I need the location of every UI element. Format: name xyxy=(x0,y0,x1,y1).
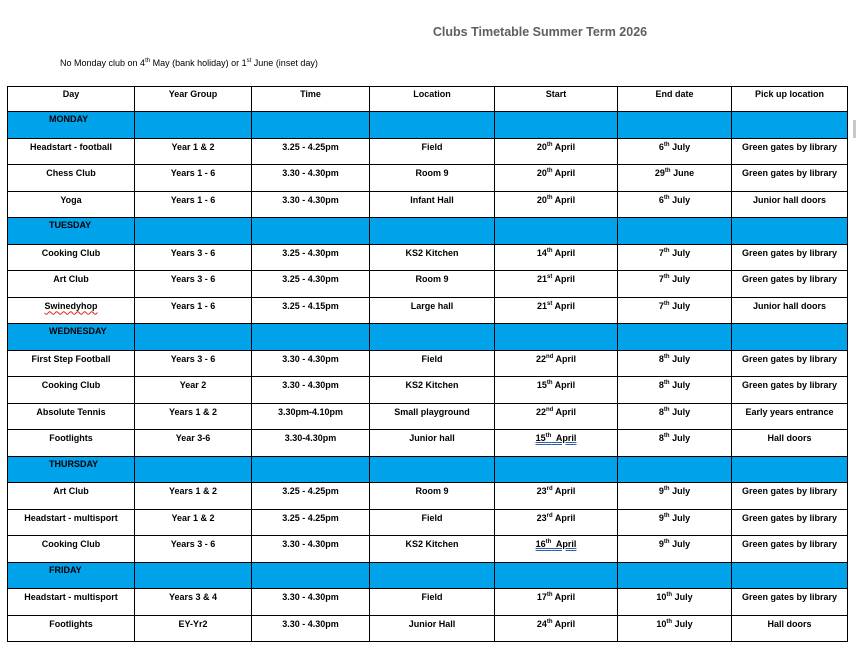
table-row xyxy=(8,138,848,165)
year-group-text: Years 3 - 6 xyxy=(170,539,216,549)
club-time-text: 3.25 - 4.25pm xyxy=(282,486,339,496)
club-time-text: 3.30 - 4.30pm xyxy=(282,353,339,364)
club-location-text: Field xyxy=(421,141,443,152)
day-band-cell xyxy=(495,112,618,139)
club-time-text: 3.30 - 4.30pm xyxy=(282,618,339,629)
table-row xyxy=(8,509,848,536)
end-date xyxy=(618,536,732,563)
end-date xyxy=(618,403,732,430)
club-name-text: Headstart - multisport xyxy=(24,592,118,602)
table-row xyxy=(8,271,848,298)
pickup-location-text: Green gates by library xyxy=(741,380,838,390)
table-row xyxy=(8,615,848,642)
header-year-group: Year Group xyxy=(135,87,252,112)
start-date xyxy=(495,403,618,430)
day-band-cell xyxy=(252,218,370,245)
club-time-text: 3.25 - 4.25pm xyxy=(282,141,339,152)
club-location-text: Large hall xyxy=(410,300,454,311)
header-time: Time xyxy=(252,87,370,112)
club-location xyxy=(370,615,495,642)
club-name-text: First Step Football xyxy=(31,353,111,364)
club-name-text: Headstart - multisport xyxy=(24,512,118,523)
start-date-value: 20th April xyxy=(536,141,576,152)
club-location xyxy=(370,191,495,218)
start-date xyxy=(495,589,618,616)
club-time xyxy=(252,483,370,510)
pickup-location-text: Green gates by library xyxy=(741,512,838,523)
club-time-text: 3.30 - 4.30pm xyxy=(282,380,339,390)
end-date-value: 9th July xyxy=(658,512,691,523)
end-date xyxy=(618,271,732,298)
club-time xyxy=(252,536,370,563)
end-date-value: 8th July xyxy=(658,406,691,417)
club-location xyxy=(370,297,495,324)
table-row xyxy=(8,377,848,404)
header-day: Day xyxy=(8,87,135,112)
end-date xyxy=(618,244,732,271)
club-time-text: 3.30 - 4.30pm xyxy=(282,168,339,178)
club-name-text: Art Club xyxy=(53,486,89,496)
start-date-value: 22nd April xyxy=(535,406,577,417)
club-location-text: KS2 Kitchen xyxy=(405,247,459,258)
pickup-location xyxy=(732,536,848,563)
table-row xyxy=(8,165,848,192)
club-location xyxy=(370,430,495,457)
end-date xyxy=(618,615,732,642)
table-row xyxy=(8,297,848,324)
day-band-cell xyxy=(252,112,370,139)
year-group xyxy=(135,615,252,642)
club-time xyxy=(252,403,370,430)
end-date-value: 9th July xyxy=(658,539,691,549)
club-location-text: KS2 Kitchen xyxy=(405,380,459,390)
club-name xyxy=(8,138,135,165)
pickup-location-text: Green gates by library xyxy=(741,168,838,178)
year-group-text: Year 3-6 xyxy=(175,433,211,443)
pickup-location-text: Green gates by library xyxy=(741,353,838,364)
pickup-location xyxy=(732,297,848,324)
club-time xyxy=(252,244,370,271)
club-name xyxy=(8,191,135,218)
club-name xyxy=(8,244,135,271)
end-date-value: 9th July xyxy=(658,486,691,496)
day-band-cell xyxy=(732,112,848,139)
club-time-text: 3.30 - 4.30pm xyxy=(282,539,339,549)
club-location xyxy=(370,165,495,192)
club-time xyxy=(252,165,370,192)
start-date-value: 20th April xyxy=(536,168,576,178)
end-date-value: 10th July xyxy=(656,618,693,629)
end-date xyxy=(618,191,732,218)
start-date xyxy=(495,430,618,457)
table-row xyxy=(8,350,848,377)
pickup-location-text: Green gates by library xyxy=(741,592,838,602)
year-group-text: Years 3 - 6 xyxy=(170,274,216,284)
pickup-location-text: Green gates by library xyxy=(741,247,838,258)
club-location xyxy=(370,350,495,377)
start-date xyxy=(495,297,618,324)
year-group xyxy=(135,138,252,165)
club-time-text: 3.30 - 4.30pm xyxy=(282,592,339,602)
day-name-text: MONDAY xyxy=(49,114,89,124)
page-title: Clubs Timetable Summer Term 2026 xyxy=(432,25,648,39)
year-group-text: Year 1 & 2 xyxy=(171,141,215,152)
club-time-text: 3.30 - 4.30pm xyxy=(282,194,339,205)
club-time-text: 3.25 - 4.25pm xyxy=(282,512,339,523)
start-date-value: 21st April xyxy=(536,274,576,284)
day-name xyxy=(8,324,135,351)
club-location xyxy=(370,589,495,616)
day-name xyxy=(8,562,135,589)
clubs-timetable xyxy=(7,86,848,642)
day-band-cell xyxy=(252,324,370,351)
club-location xyxy=(370,483,495,510)
year-group-text: Year 1 & 2 xyxy=(171,512,215,523)
year-group xyxy=(135,509,252,536)
club-location xyxy=(370,403,495,430)
club-name-text: Absolute Tennis xyxy=(36,406,106,417)
start-date xyxy=(495,483,618,510)
table-row xyxy=(8,430,848,457)
pickup-location-text: Hall doors xyxy=(767,618,812,629)
club-location xyxy=(370,138,495,165)
year-group xyxy=(135,589,252,616)
year-group xyxy=(135,191,252,218)
day-row-monday xyxy=(8,112,848,139)
end-date xyxy=(618,377,732,404)
start-date-value: 23rd April xyxy=(536,512,576,523)
table-row xyxy=(8,191,848,218)
table-row xyxy=(8,483,848,510)
club-time-text: 3.25 - 4.15pm xyxy=(282,300,339,311)
year-group xyxy=(135,244,252,271)
club-name-text: Swinedyhop xyxy=(44,300,98,311)
year-group xyxy=(135,350,252,377)
header-end-date: End date xyxy=(618,87,732,112)
day-band-cell xyxy=(252,562,370,589)
year-group xyxy=(135,297,252,324)
end-date-value: 6th July xyxy=(658,141,691,152)
day-band-cell xyxy=(732,324,848,351)
club-time xyxy=(252,589,370,616)
pickup-location-text: Early years entrance xyxy=(745,406,834,417)
start-date xyxy=(495,138,618,165)
club-name-text: Footlights xyxy=(49,618,93,629)
club-name xyxy=(8,403,135,430)
pickup-location-text: Green gates by library xyxy=(741,486,838,496)
holiday-note: No Monday club on 4th May (bank holiday) or 1st June (inset day) xyxy=(60,58,318,68)
club-name xyxy=(8,536,135,563)
day-row-wednesday xyxy=(8,324,848,351)
club-name xyxy=(8,509,135,536)
day-band-cell xyxy=(135,324,252,351)
start-date xyxy=(495,244,618,271)
club-time xyxy=(252,138,370,165)
year-group xyxy=(135,403,252,430)
end-date-value: 6th July xyxy=(658,194,691,205)
day-name xyxy=(8,456,135,483)
club-time xyxy=(252,271,370,298)
start-date xyxy=(495,271,618,298)
club-location-text: Field xyxy=(421,353,443,364)
club-time xyxy=(252,509,370,536)
start-date xyxy=(495,536,618,563)
club-time xyxy=(252,350,370,377)
pickup-location xyxy=(732,509,848,536)
start-date xyxy=(495,350,618,377)
end-date-value: 7th July xyxy=(658,274,691,284)
day-name xyxy=(8,218,135,245)
day-band-cell xyxy=(495,324,618,351)
header-location: Location xyxy=(370,87,495,112)
start-date xyxy=(495,165,618,192)
pickup-location xyxy=(732,138,848,165)
club-location-text: Room 9 xyxy=(415,168,449,178)
year-group-text: Years 1 & 2 xyxy=(168,406,218,417)
club-name-text: Footlights xyxy=(49,433,93,443)
year-group xyxy=(135,271,252,298)
day-name-text: WEDNESDAY xyxy=(49,326,107,336)
club-time-text: 3.25 - 4.30pm xyxy=(282,247,339,258)
end-date-value: 29th June xyxy=(654,168,695,178)
club-location-text: Junior hall xyxy=(409,433,455,443)
day-band-cell xyxy=(732,456,848,483)
club-name-text: Art Club xyxy=(53,274,89,284)
day-band-cell xyxy=(618,324,732,351)
club-location-text: Junior Hall xyxy=(408,618,456,629)
pickup-location xyxy=(732,589,848,616)
table-row xyxy=(8,589,848,616)
year-group-text: Years 3 - 6 xyxy=(170,247,216,258)
table-row xyxy=(8,403,848,430)
day-band-cell xyxy=(495,456,618,483)
start-date-value: 21st April xyxy=(536,300,576,311)
start-date-value: 22nd April xyxy=(535,353,577,364)
end-date-value: 8th July xyxy=(658,433,691,443)
start-date-value: 15th April xyxy=(535,433,577,443)
club-name xyxy=(8,377,135,404)
day-band-cell xyxy=(370,324,495,351)
start-date-value: 15th April xyxy=(536,380,576,390)
year-group xyxy=(135,536,252,563)
club-location-text: Room 9 xyxy=(415,486,449,496)
start-date-value: 20th April xyxy=(536,194,576,205)
start-date xyxy=(495,615,618,642)
start-date-value: 16th April xyxy=(535,539,577,549)
day-name-text: TUESDAY xyxy=(49,220,92,230)
end-date xyxy=(618,138,732,165)
club-location xyxy=(370,536,495,563)
day-band-cell xyxy=(135,562,252,589)
day-band-cell xyxy=(370,456,495,483)
day-band-cell xyxy=(732,218,848,245)
day-band-cell xyxy=(618,562,732,589)
timetable-body xyxy=(8,112,848,642)
club-name xyxy=(8,483,135,510)
club-name-text: Cooking Club xyxy=(41,247,101,258)
start-date xyxy=(495,377,618,404)
club-location-text: KS2 Kitchen xyxy=(405,539,459,549)
day-band-cell xyxy=(495,218,618,245)
day-band-cell xyxy=(618,112,732,139)
year-group-text: Year 2 xyxy=(179,380,207,390)
day-name xyxy=(8,112,135,139)
day-row-friday xyxy=(8,562,848,589)
start-date-value: 14th April xyxy=(536,247,576,258)
pickup-location-text: Green gates by library xyxy=(741,539,838,549)
header-start: Start xyxy=(495,87,618,112)
pickup-location xyxy=(732,430,848,457)
start-date-value: 23rd April xyxy=(536,486,576,496)
day-band-cell xyxy=(135,456,252,483)
pickup-location xyxy=(732,615,848,642)
end-date xyxy=(618,430,732,457)
club-name xyxy=(8,271,135,298)
end-date xyxy=(618,589,732,616)
start-date-value: 17th April xyxy=(536,592,576,602)
pickup-location xyxy=(732,377,848,404)
day-band-cell xyxy=(135,218,252,245)
pickup-location xyxy=(732,483,848,510)
club-name xyxy=(8,297,135,324)
pickup-location xyxy=(732,403,848,430)
pickup-location-text: Green gates by library xyxy=(741,274,838,284)
club-name-text: Headstart - football xyxy=(29,141,112,152)
club-name-text: Cooking Club xyxy=(41,380,101,390)
start-date xyxy=(495,191,618,218)
club-time xyxy=(252,615,370,642)
club-time xyxy=(252,430,370,457)
club-name xyxy=(8,350,135,377)
club-location-text: Field xyxy=(421,592,443,602)
club-location xyxy=(370,509,495,536)
day-row-thursday xyxy=(8,456,848,483)
end-date-value: 7th July xyxy=(658,247,691,258)
header-pickup-location: Pick up location xyxy=(732,87,848,112)
end-date-value: 8th July xyxy=(658,380,691,390)
year-group-text: EY-Yr2 xyxy=(178,618,208,629)
club-name-text: Chess Club xyxy=(46,168,96,178)
year-group-text: Years 3 & 4 xyxy=(168,592,218,602)
start-date-value: 24th April xyxy=(536,618,576,629)
club-name xyxy=(8,615,135,642)
header-row xyxy=(8,87,848,112)
pickup-location xyxy=(732,244,848,271)
day-name-text: FRIDAY xyxy=(49,564,82,575)
day-band-cell xyxy=(618,218,732,245)
club-time-text: 3.25 - 4.30pm xyxy=(282,274,339,284)
pickup-location-text: Junior hall doors xyxy=(752,194,826,205)
table-row xyxy=(8,536,848,563)
end-date xyxy=(618,165,732,192)
end-date xyxy=(618,350,732,377)
year-group xyxy=(135,483,252,510)
day-band-cell xyxy=(252,456,370,483)
club-name-text: Yoga xyxy=(60,194,82,205)
club-location-text: Infant Hall xyxy=(410,194,454,205)
pickup-location-text: Hall doors xyxy=(767,433,812,443)
club-location-text: Field xyxy=(421,512,443,523)
pickup-location-text: Junior hall doors xyxy=(752,300,826,311)
pickup-location xyxy=(732,350,848,377)
day-band-cell xyxy=(370,562,495,589)
year-group xyxy=(135,165,252,192)
table-row xyxy=(8,244,848,271)
year-group-text: Years 1 - 6 xyxy=(170,194,216,205)
club-location-text: Room 9 xyxy=(415,274,449,284)
year-group-text: Years 1 - 6 xyxy=(170,168,216,178)
club-time-text: 3.30-4.30pm xyxy=(284,433,337,443)
end-date-value: 10th July xyxy=(656,592,693,602)
club-location xyxy=(370,377,495,404)
day-band-cell xyxy=(732,562,848,589)
club-name xyxy=(8,165,135,192)
end-date xyxy=(618,297,732,324)
end-date-value: 7th July xyxy=(658,300,691,311)
club-time xyxy=(252,297,370,324)
end-date xyxy=(618,483,732,510)
day-band-cell xyxy=(618,456,732,483)
scrollbar-thumb[interactable] xyxy=(853,120,856,138)
day-band-cell xyxy=(370,112,495,139)
day-name-text: THURSDAY xyxy=(49,458,99,469)
end-date xyxy=(618,509,732,536)
club-location xyxy=(370,244,495,271)
day-band-cell xyxy=(370,218,495,245)
club-name-text: Cooking Club xyxy=(41,539,101,549)
pickup-location-text: Green gates by library xyxy=(741,141,838,152)
day-row-tuesday xyxy=(8,218,848,245)
year-group-text: Years 1 & 2 xyxy=(168,486,218,496)
pickup-location xyxy=(732,165,848,192)
club-time-text: 3.30pm-4.10pm xyxy=(277,406,344,417)
pickup-location xyxy=(732,271,848,298)
year-group xyxy=(135,430,252,457)
club-name xyxy=(8,589,135,616)
club-name xyxy=(8,430,135,457)
day-band-cell xyxy=(135,112,252,139)
club-location-text: Small playground xyxy=(394,406,470,417)
year-group-text: Years 3 - 6 xyxy=(170,353,216,364)
day-band-cell xyxy=(495,562,618,589)
club-time xyxy=(252,191,370,218)
club-location xyxy=(370,271,495,298)
year-group-text: Years 1 - 6 xyxy=(170,300,216,311)
pickup-location xyxy=(732,191,848,218)
club-time xyxy=(252,377,370,404)
end-date-value: 8th July xyxy=(658,353,691,364)
start-date xyxy=(495,509,618,536)
year-group xyxy=(135,377,252,404)
